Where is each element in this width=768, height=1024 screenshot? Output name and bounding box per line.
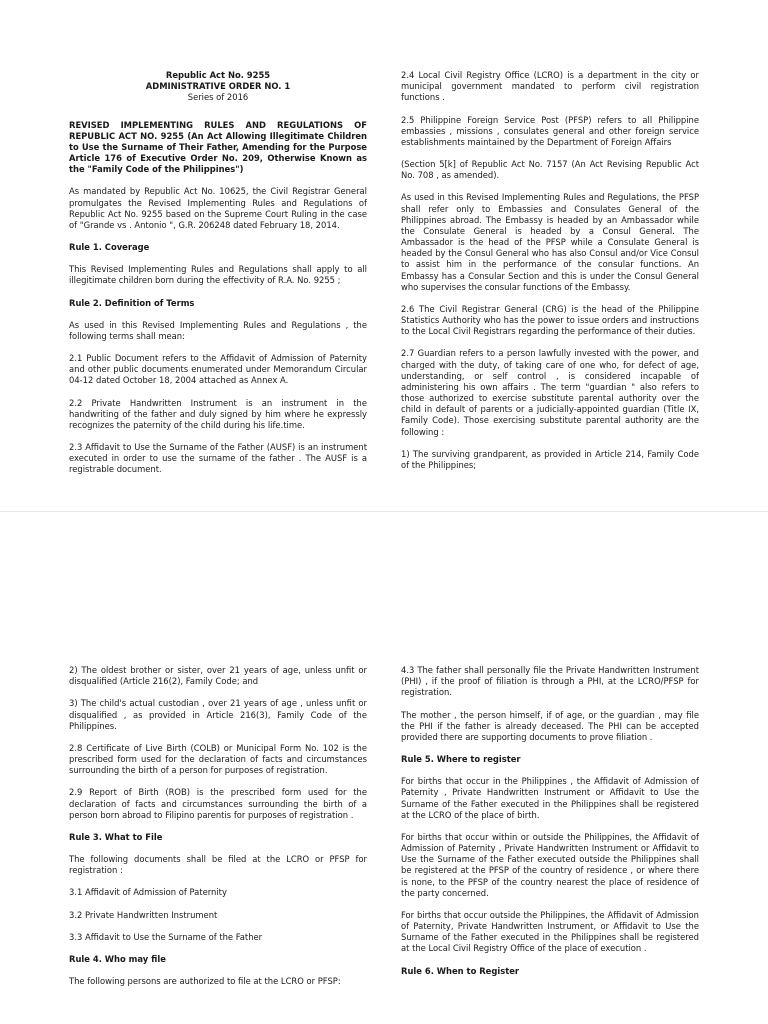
rule6-heading: Rule 6. When to Register	[401, 965, 520, 976]
rule3-heading: Rule 3. What to File	[69, 831, 163, 842]
document-item-3-1: 3.1 Affidavit of Admission of Paternity	[69, 887, 227, 898]
pfsp-paragraph: As used in this Revised Implementing Rules and Regulations, the PFSP shall refer only to Embassies and Consulates General of the Philippines abroad. The Embassy is headed by an Ambassador while the Consulate General is headed by a Consul General. The Ambassador is the head of the PFSP while a Consulate General is headed by the Consul General who has also Consul and/or Vice Consul to assist him in the performance of the consular functions. An Embassy has a Consular Section and this is under the Consul General who supervises the consular functions of the Embassy.	[401, 192, 699, 292]
document-title: REVISED IMPLEMENTING RULES AND REGULATIONS OF REPUBLIC ACT NO. 9255 (An Act Allowing Illegitimate Children to Use the Surname of Their Father, Amending for the Purpose Article 176 of Executive Order No. 209, Otherwise Known as the "Family Code of the Philippines")	[69, 119, 367, 175]
page2-left-column	[69, 665, 367, 998]
guardian-item-2: 2) The oldest brother or sister, over 21 years of age, unless unfit or disqualified (Article 216(2), Family Code; and	[69, 665, 367, 687]
definition-2-4: 2.4 Local Civil Registry Office (LCRO) is a department in the city or municipal government mandated to perform civil registration functions .	[401, 70, 699, 103]
page1-right-column	[401, 70, 699, 482]
rule1-text: This Revised Implementing Rules and Regulations shall apply to all illegitimate children born during the effectivity of R.A. No. 9255 ;	[69, 264, 367, 286]
header-act-number: Republic Act No. 9255	[165, 70, 271, 80]
definition-2-3: 2.3 Affidavit to Use the Surname of the Father (AUSF) is an instrument executed in order to use the surname of the father . The AUSF is a registrable document.	[69, 442, 367, 475]
definition-2-2: 2.2 Private Handwritten Instrument is an instrument in the handwriting of the father and duly signed by him where he expressly recognizes the paternity of the child during his life.time.	[69, 397, 367, 430]
intro-paragraph: As mandated by Republic Act No. 10625, the Civil Registrar General promulgates the Revised Implementing Rules and Regulations of Republic Act No. 9255 based on the Supreme Court Ruling in the case of "Grande vs . Antonio ", G.R. 206248 dated February 18, 2014.	[69, 186, 367, 230]
section-reference: (Section 5[k] of Republic Act No. 7157 (An Act Revising Republic Act No. 708 , as amended).	[401, 159, 699, 181]
definition-2-1: 2.1 Public Document refers to the Affidavit of Admission of Paternity and other public documents enumerated under Memorandum Circular 04-12 dated October 18, 2004 attached as Annex A.	[69, 353, 367, 386]
rule3-intro: The following documents shall be filed at the LCRO or PFSP for registration :	[69, 854, 367, 876]
rule5-paragraph-3: For births that occur outside the Philippines, the Affidavit of Admission of Paternity, Private Handwritten Instrument, or Affidavit to Use the Surname of the Father executed in the Philippines shall be registered at the Local Civil Registry Office of the place of execution .	[401, 909, 699, 954]
rule4-heading: Rule 4. Who may file	[69, 953, 166, 964]
page1-left-column	[69, 70, 367, 487]
guardian-item-3: 3) The child's actual custodian , over 21 years of age , unless unfit or disqualified , as provided in Article 216(3), Family Code of the Philippines.	[69, 698, 367, 731]
rule2-heading: Rule 2. Definition of Terms	[69, 297, 195, 308]
rule4-intro: The following persons are authorized to file at the LCRO or PFSP:	[69, 976, 341, 987]
document-item-3-2: 3.2 Private Handwritten Instrument	[69, 909, 218, 920]
rule5-paragraph-2: For births that occur within or outside the Philippines, the Affidavit of Admission of Paternity , Private Handwritten Instrument or Affidavit to Use the Surname of the Father executed outside the Philippines shall be registered at the PFSP of the country of residence , or where there is none, to the PFSP of the country nearest the place of residence of the party concerned.	[401, 831, 699, 898]
header-series: Series of 2016	[187, 92, 249, 103]
definition-2-6: 2.6 The Civil Registrar General (CRG) is the head of the Philippine Statistics Authority who has the power to issue orders and instructions to the Local Civil Registrars regarding the performance of their duties.	[401, 303, 699, 337]
guardian-item-1: 1) The surviving grandparent, as provided in Article 214, Family Code of the Philippines;	[401, 448, 699, 470]
document-item-3-3: 3.3 Affidavit to Use the Surname of the Father	[69, 931, 263, 942]
rule5-paragraph-1: For births that occur in the Philippines , the Affidavit of Admission of Paternity , Private Handwritten Instrument or Affidavit to Use the Surname of the Father executed in the Philippines shall be registered at the LCRO of the place of birth.	[401, 776, 699, 820]
rule5-heading: Rule 5. Where to register	[401, 754, 521, 765]
definition-2-7: 2.7 Guardian refers to a person lawfully invested with the power, and charged with the duty, of taking care of one who, for defect of age, understanding, or self control , is considered incapable of administering his own affairs . The term "guardian " also refers to those authorized to exercise substitute parental authority over the child in default of parents or a judicially-appointed guardian (Title IX, Family Code). Those exercising substitute parental authority are the following :	[401, 348, 699, 437]
page2-right-column	[401, 665, 699, 988]
order-header	[69, 70, 367, 104]
definition-2-5: 2.5 Philippine Foreign Service Post (PFSP) refers to all Philippine embassies , missions , consulates general and other foreign service establishments maintained by the Department of Foreign Affairs	[401, 114, 699, 147]
mother-paragraph: The mother , the person himself, if of age, or the guardian , may file the PHI if the father is already deceased. The PHI can be accepted provided there are supporting documents to prove filiation .	[401, 709, 699, 742]
rule2-intro: As used in this Revised Implementing Rules and Regulations , the following terms shall mean:	[69, 319, 367, 341]
document-page-2	[0, 512, 768, 1024]
definition-2-9: 2.9 Report of Birth (ROB) is the prescribed form used for the declaration of facts and circumstances surrounding the birth of a person born abroad to Filipino parentis for purposes of registration .	[69, 787, 367, 820]
item-4-3: 4.3 The father shall personally file the Private Handwritten Instrument (PHI) , if the proof of filiation is through a PHI, at the LCRO/PFSP for registration.	[401, 665, 699, 698]
header-order-number: ADMINISTRATIVE ORDER NO. 1	[145, 81, 291, 92]
definition-2-8: 2.8 Certificate of Live Birth (COLB) or Municipal Form No. 102 is the prescribed form used for the declaration of facts and circumstances surrounding the birth of a person for purposes of registration.	[69, 742, 367, 776]
rule1-heading: Rule 1. Coverage	[69, 242, 150, 253]
